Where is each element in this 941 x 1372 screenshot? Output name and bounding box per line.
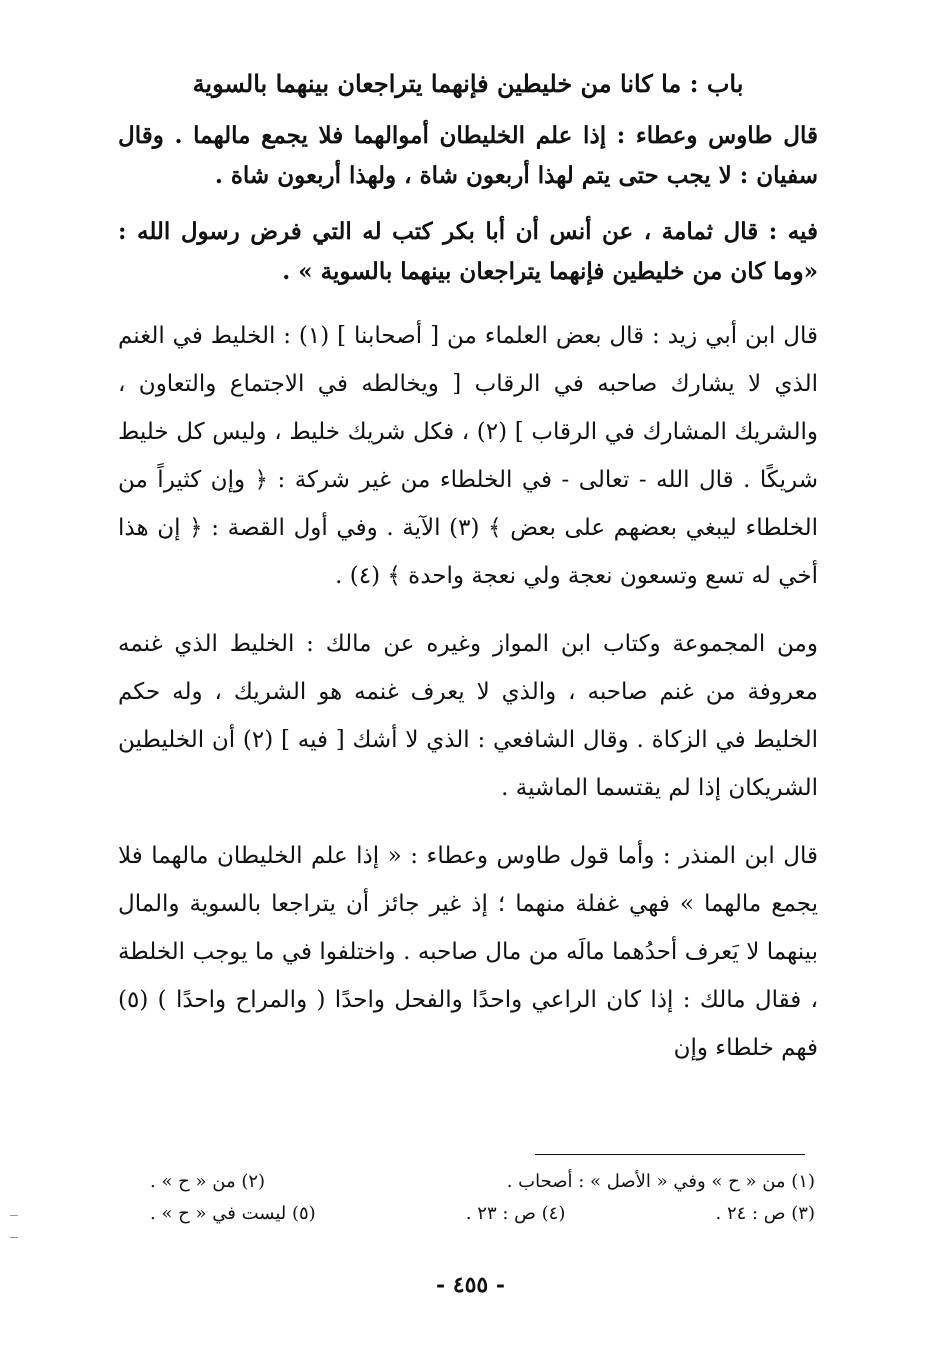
footnotes bbox=[150, 1166, 815, 1230]
footnote-1: (١) من « ح » وفي « الأصل » : أصحاب . bbox=[506, 1171, 815, 1192]
paragraph-ibn-al-mundhir: قال ابن المنذر : وأما قول طاوس وعطاء : « إذا علم الخليطان مالهما فلا يجمع مالهما » فهي غفلة منهما ؛ إذ غير جائز أن يتراجعا بالسوية والمال بينهما لا يَعرف أحدُهما مالَه من مال صاحبه . واختلفوا في ما يوجب الخلطة ، فقال مالك : إذا كان الراعي واحدًا والفحل واحدًا ( والمراح واحدًا ) (٥) فهم خلطاء وإن bbox=[118, 843, 818, 1061]
paragraph-ibn-abi-zayd: قال ابن أبي زيد : قال بعض العلماء من [ أصحابنا ] (١) : الخليط في الغنم الذي لا يشارك صاحبه في الرقاب [ ويخالطه في الاجتماع والتعاون ، والشريك المشارك في الرقاب ] (٢) ، فكل شريك خليط ، وليس كل خليط شريكًا . قال الله - تعالى - في الخلطاء من غير شركة : ﴿ وإن كثيراً من الخلطاء ليبغي بعضهم على بعض ﴾ (٣) الآية . وفي أول القصة : ﴿ إن هذا أخي له تسع وتسعون نعجة ولي نعجة واحدة ﴾ (٤) . bbox=[118, 323, 818, 589]
footnote-row bbox=[150, 1166, 815, 1198]
footnote-divider bbox=[535, 1154, 805, 1155]
margin-mark bbox=[10, 1237, 18, 1238]
footnote-5: (٥) ليست في « ح » . bbox=[150, 1203, 316, 1224]
paragraph-tawus-ata: قال طاوس وعطاء : إذا علم الخليطان أموالهما فلا يجمع مالهما . وقال سفيان : لا يجب حتى يتم لهذا أربعون شاة ، ولهذا أربعون شاة . bbox=[118, 122, 818, 189]
margin-mark bbox=[10, 1215, 18, 1216]
footnote-row bbox=[150, 1198, 815, 1230]
paragraph-thumama-hadith: فيه : قال ثمامة ، عن أنس أن أبا بكر كتب له التي فرض رسول الله : «وما كان من خليطين فإنهما يتراجعان بينهما بالسوية » . bbox=[118, 218, 818, 285]
page-content bbox=[118, 60, 818, 1072]
paragraph-mudawwana-malik: ومن المجموعة وكتاب ابن المواز وغيره عن مالك : الخليط الذي غنمه معروفة من غنم صاحبه ، والذي لا يعرف غنمه هو الشريك ، وله حكم الخليط في الزكاة . وقال الشافعي : الذي لا أشك [ فيه ] (٢) أن الخليطين الشريكان إذا لم يقتسما الماشية . bbox=[118, 631, 818, 801]
footnote-2: (٢) من « ح » . bbox=[150, 1171, 266, 1192]
page-number: - ٤٥٥ - bbox=[435, 1272, 506, 1298]
footnote-4: (٤) ص : ٢٣ . bbox=[465, 1203, 566, 1224]
footnote-3: (٣) ص : ٢٤ . bbox=[715, 1203, 815, 1224]
chapter-title: باب : ما كانا من خليطين فإنهما يتراجعان بينهما بالسوية bbox=[192, 69, 744, 98]
